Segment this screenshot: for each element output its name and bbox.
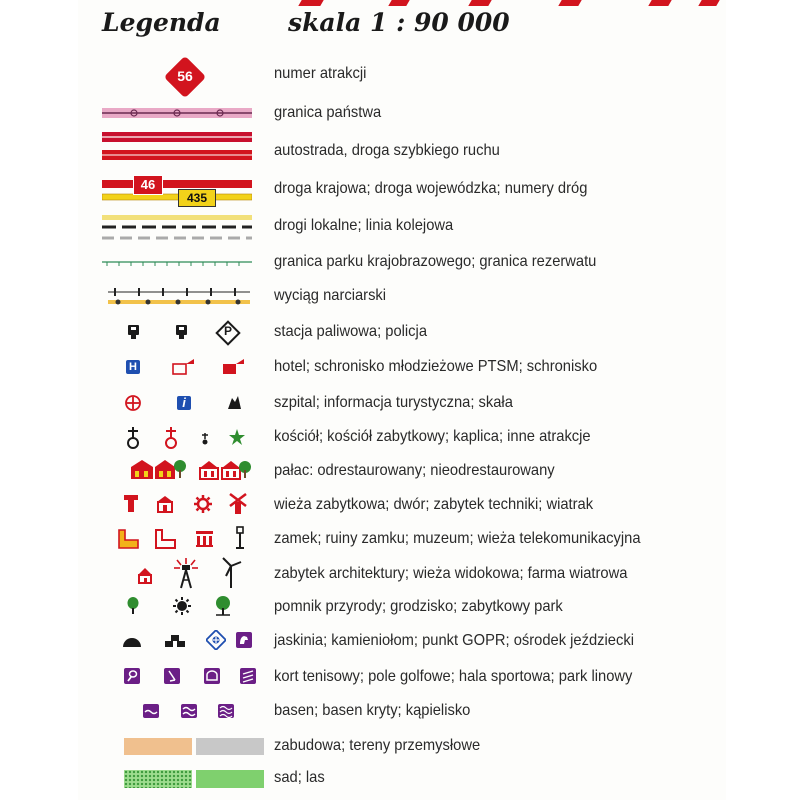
legend-label: autostrada, droga szybkiego ruchu [274, 142, 500, 159]
legend-row [0, 556, 800, 592]
youth-hostel-icon [172, 358, 196, 376]
top-decoration [298, 0, 323, 6]
legend-row [0, 592, 800, 624]
legend-label: szpital; informacja turystyczna; skała [274, 394, 513, 411]
motorway-symbol [102, 130, 252, 166]
mountain-rescue-icon [206, 630, 226, 650]
rock-icon [226, 394, 242, 410]
manor-icon [155, 494, 175, 514]
legend-row [0, 422, 800, 456]
police-letter: P [223, 324, 232, 338]
church-icon [125, 426, 141, 450]
legend-label: pomnik przyrody; grodzisko; zabytkowy park [274, 598, 563, 615]
legend-row [0, 388, 800, 420]
telecom-tower-icon [233, 526, 247, 550]
fuel-station-icon [127, 324, 141, 340]
state-border-symbol [102, 104, 252, 122]
national-regional-road-symbol [102, 174, 252, 208]
legend-row [0, 352, 800, 384]
quarry-icon [164, 632, 186, 648]
tennis-court-icon [124, 668, 140, 684]
legend-label: basen; basen kryty; kąpielisko [274, 702, 471, 719]
historic-park-icon [214, 595, 232, 617]
legend-row [0, 210, 800, 244]
legend-row [0, 696, 800, 728]
historic-church-icon [163, 426, 179, 450]
legend-label: kościół; kościół zabytkowy; kaplica; inne atrakcje [274, 428, 591, 445]
rope-park-icon [240, 668, 256, 684]
legend-label: stacja paliwowa; policja [274, 323, 428, 340]
legend-label: sad; las [274, 769, 325, 786]
industrial-area-swatch [196, 738, 264, 755]
top-decoration [698, 0, 719, 6]
bathing-area-icon [218, 704, 234, 718]
observation-tower-icon [172, 556, 200, 590]
top-decoration [648, 0, 671, 6]
legend-title: Legenda [102, 8, 221, 37]
hotel-letter: H [129, 361, 137, 373]
forest-swatch [196, 770, 264, 788]
attraction-number-sample: 56 [177, 68, 193, 84]
legend-label: drogi lokalne; linia kolejowa [274, 217, 454, 234]
castle-ruins-icon [155, 528, 177, 550]
legend-row [0, 456, 800, 488]
sports-hall-icon [204, 668, 220, 684]
castle-icon [118, 528, 140, 550]
legend-label: hotel; schronisko młodzieżowe PTSM; schronisko [274, 358, 598, 375]
legend-row [0, 172, 800, 208]
legend-label: granica państwa [274, 104, 382, 121]
legend-row [0, 58, 800, 94]
mountain-shelter-icon [222, 358, 246, 376]
technical-monument-icon [193, 494, 213, 514]
swimming-pool-icon [143, 704, 159, 718]
legend-label: wieża zabytkowa; dwór; zabytek techniki; wiatrak [274, 496, 594, 513]
legend-label: jaskinia; kamieniołom; punkt GOPR; ośrodek jeździecki [274, 632, 634, 649]
natural-monument-icon [126, 596, 140, 616]
indoor-pool-icon [181, 704, 197, 718]
museum-icon [195, 530, 215, 548]
legend-label: zabytek architektury; wieża widokowa; farma wiatrowa [274, 565, 628, 582]
local-road-railway-symbol [102, 212, 252, 242]
historic-tower-icon [123, 494, 139, 514]
legend-row [0, 662, 800, 694]
wind-farm-icon [220, 556, 242, 590]
palace-unrestored-icon [198, 458, 254, 482]
park-border-symbol [102, 256, 252, 268]
top-decoration [388, 0, 409, 6]
fuel-station-icon [175, 324, 189, 340]
legend-row [0, 764, 800, 794]
regional-road-number-icon: 435 [178, 189, 216, 207]
top-decoration [468, 0, 491, 6]
legend-row [0, 98, 800, 128]
architecture-monument-icon [136, 566, 156, 586]
legend-row [0, 524, 800, 556]
equestrian-centre-icon [236, 632, 252, 648]
legend-row [0, 248, 800, 276]
legend-row [0, 128, 800, 168]
legend-row [0, 318, 800, 350]
legend-label: zabudowa; tereny przemysłowe [274, 737, 481, 754]
tourist-info-letter: i [182, 395, 186, 410]
windmill-icon [228, 492, 248, 516]
legend-label: numer atrakcji [274, 65, 367, 82]
chapel-icon [200, 432, 210, 446]
palace-restored-icon [130, 458, 186, 482]
built-up-area-swatch [124, 738, 192, 755]
hospital-icon [124, 394, 142, 412]
legend-label: kort tenisowy; pole golfowe; hala sportowa; park linowy [274, 668, 633, 685]
top-decoration [558, 0, 581, 6]
orchard-swatch [124, 770, 192, 788]
hillfort-icon [172, 596, 192, 616]
legend-row [0, 626, 800, 658]
legend-label: droga krajowa; droga wojewódzka; numery dróg [274, 180, 588, 197]
legend-label: wyciąg narciarski [274, 287, 387, 304]
legend-row [0, 282, 800, 312]
golf-course-icon [164, 668, 180, 684]
legend-label: granica parku krajobrazowego; granica rezerwatu [274, 253, 597, 270]
cave-icon [122, 634, 142, 648]
legend-row [0, 490, 800, 522]
scale-label: skala 1 : 90 000 [288, 8, 510, 37]
other-attractions-icon [228, 428, 246, 446]
legend-row [0, 732, 800, 762]
ski-lift-symbol [108, 286, 250, 308]
legend-label: zamek; ruiny zamku; muzeum; wieża telekomunikacyjna [274, 530, 641, 547]
legend-label: pałac: odrestaurowany; nieodrestaurowany [274, 462, 555, 479]
national-road-number-icon: 46 [133, 175, 163, 195]
